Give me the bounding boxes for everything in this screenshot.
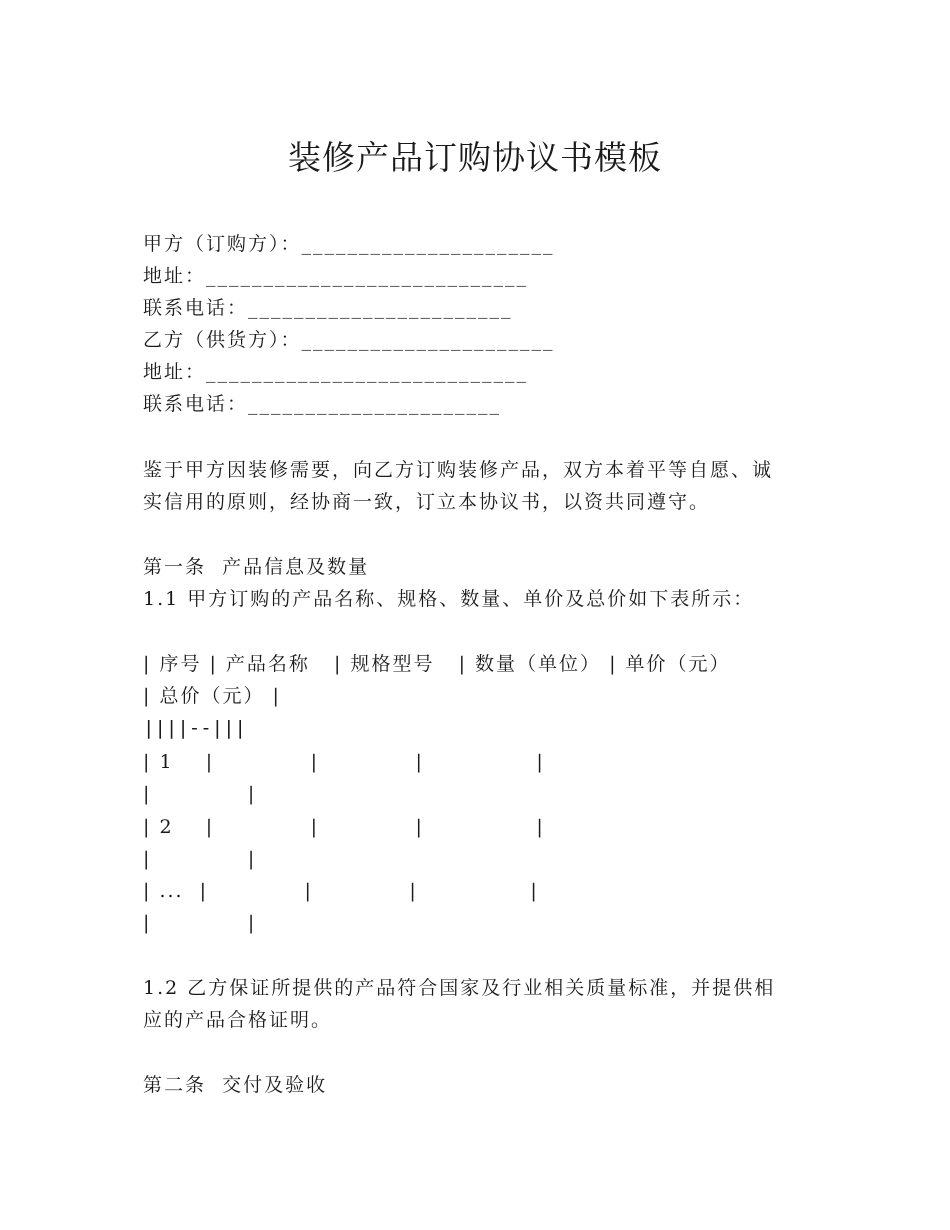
clause-1-2-line-1: 1.2 乙方保证所提供的产品符合国家及行业相关质量标准，并提供相 [143,977,776,999]
table-row-3-line-1: | ... | | | | [143,880,539,902]
table-row-3-line-2: | | [143,912,257,934]
party-a-phone-line: 联系电话：_______________________ [143,297,513,319]
table-header-line-2: | 总价（元） | [143,685,281,707]
table-header-line-1: | 序号 | 产品名称 | 规格型号 | 数量（单位） | 单价（元） [143,653,731,675]
party-b-address-line: 地址：____________________________ [143,361,529,383]
table-separator: ||||--||| [143,717,246,739]
table-row-2-line-1: | 2 | | | | [143,816,545,838]
party-a-line: 甲方（订购方）：______________________ [143,233,555,255]
party-b-line: 乙方（供货方）：______________________ [143,329,555,351]
intro-paragraph-line-2: 实信用的原则，经协商一致，订立本协议书，以资共同遵守。 [143,491,711,513]
clause-1-1: 1.1 甲方订购的产品名称、规格、数量、单价及总价如下表所示： [143,588,755,610]
document-title: 装修产品订购协议书模板 [288,138,662,177]
table-row-1-line-1: | 1 | | | | [143,751,545,773]
intro-paragraph-line-1: 鉴于甲方因装修需要，向乙方订购装修产品，双方本着平等自愿、诚 [143,459,774,481]
clause-1-2-line-2: 应的产品合格证明。 [143,1009,333,1031]
party-a-address-line: 地址：____________________________ [143,265,529,287]
article-1-heading: 第一条 产品信息及数量 [143,556,370,578]
party-b-phone-line: 联系电话：______________________ [143,393,502,415]
table-row-2-line-2: | | [143,848,257,870]
article-2-heading: 第二条 交付及验收 [143,1074,328,1096]
table-row-1-line-2: | | [143,783,257,805]
